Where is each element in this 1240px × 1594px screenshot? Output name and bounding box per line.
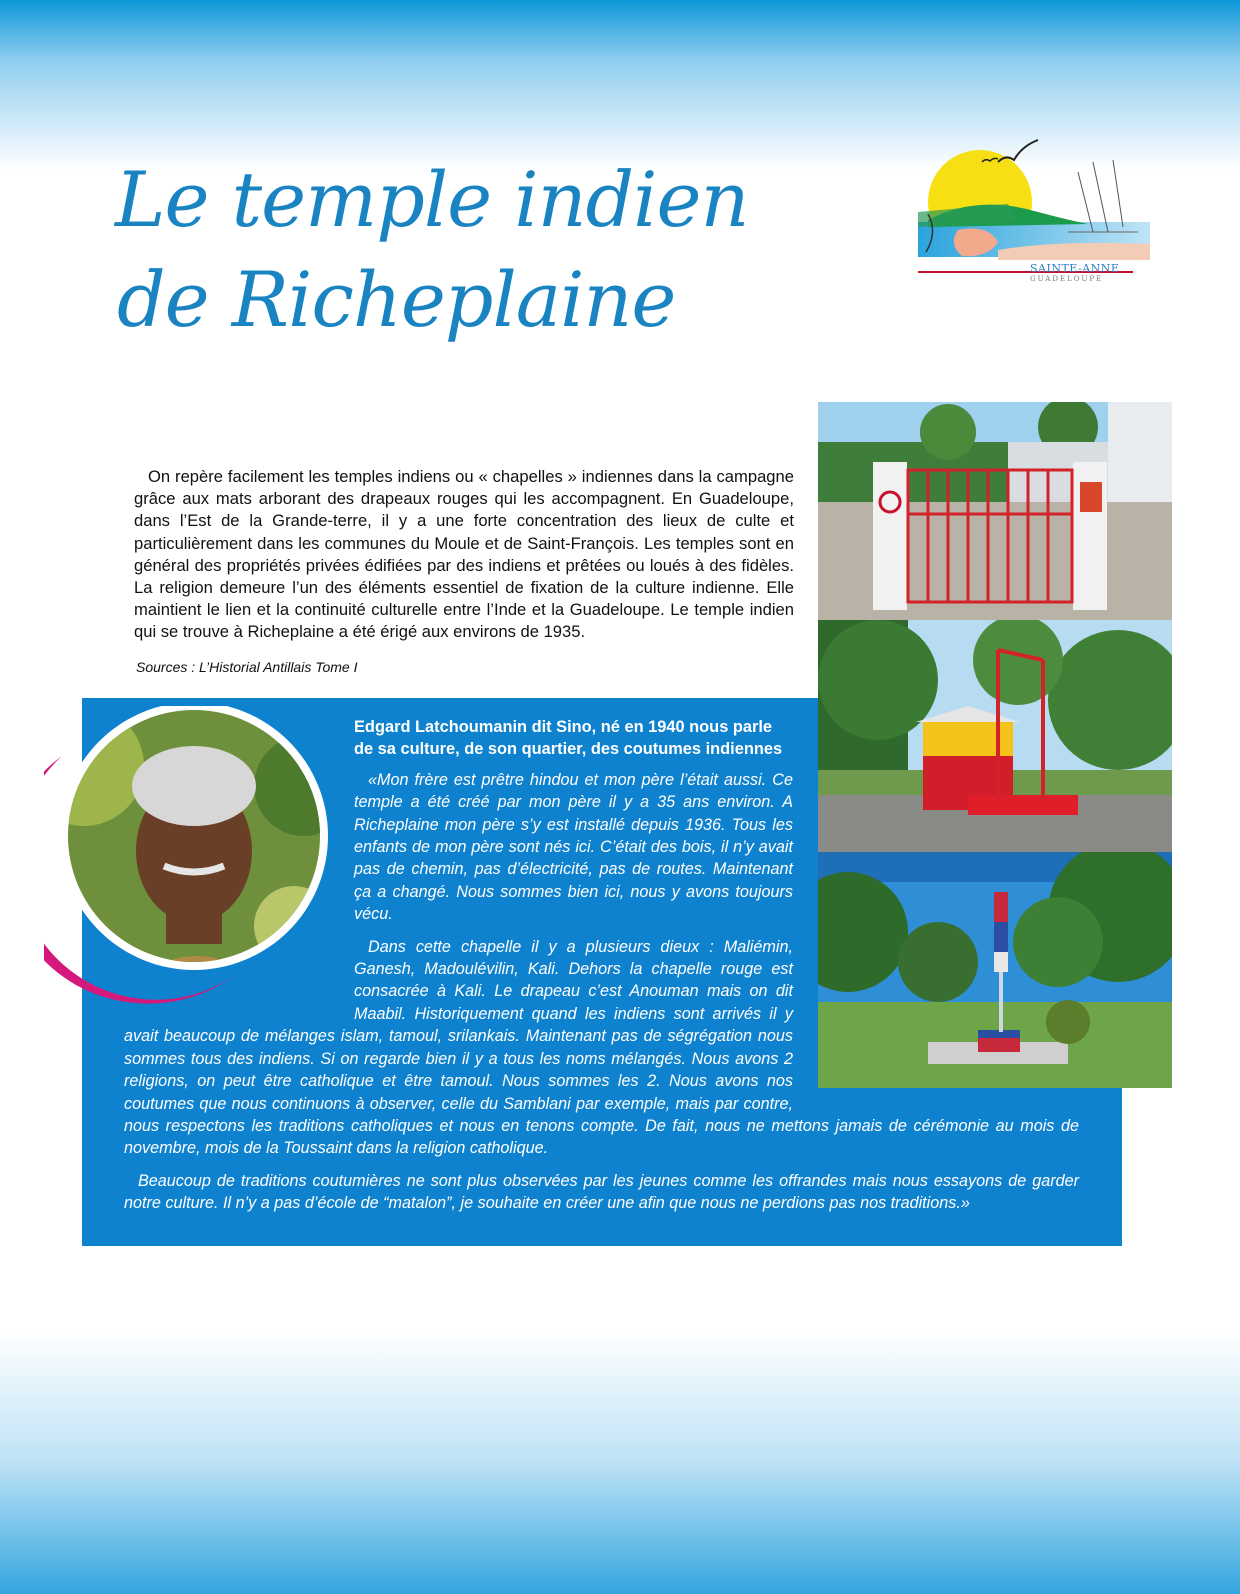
intro-paragraph: On repère facilement les temples indiens ou « chapelles » indiennes dans la campagne grâce aux mats arborant des drapeaux rouges qui les accompagnent. En Guadeloupe, dans l’Est de la Grande-terre, il y a une forte concentration des lieux de culte et particulièrement dans les communes du Moule et de Saint-François. Les temples sont en général des propriétés privées édifiées par des indiens et prêtées ou loués à des fidèles. La religion demeure l’un des éléments essentiel de fixation de la culture indienne. Elle maintient le lien et la continuité culturelle entre l’Inde et la Guadeloupe. Le temple indien qui se trouve à Richeplaine a été érigé aux environs de 1935. [134, 467, 794, 642]
photo-spacer [793, 716, 1079, 1103]
page-title-line-1: Le temple indien [115, 155, 749, 244]
intro-text [134, 466, 794, 644]
page-title [115, 150, 749, 350]
temple-gate-photo [818, 402, 1172, 620]
logo-sub: GUADELOUPE [1030, 275, 1104, 283]
interview-paragraph-1: «Mon frère est prêtre hindou et mon père l’était aussi. Ce temple a été créé par mon père il y a 35 ans environ. A Richeplaine mon père s’y est installé depuis 1936. Tous les enfants de mon père sont nés ici. C’était des bois, il n’y avait pas de chemin, pas d’électricité, pas de routes. Maintenant ça a changé. Nous sommes bien ici, nous y avons toujours vécu. [354, 770, 793, 924]
logo-label [1030, 262, 1150, 283]
sources-note: Sources : L’Historial Antillais Tome I [136, 659, 358, 675]
page-title-line-2: de Richeplaine [117, 255, 676, 344]
portrait-spacer [124, 716, 354, 1003]
interview-paragraph-2: Dans cette chapelle il y a plusieurs dieux : Maliémin, Ganesh, Madoulévilin, Kali. Dehors la chapelle rouge est consacrée à Kali. Le drapeau c’est Anouman mais on dit Maabil. Historiquement quand les indiens sont arrivés il y avait beaucoup de mélanges islam, tamoul, srilankais. Maintenant pas de ségrégation nous sommes tous des indiens. Si on regarde bien il y a tous les noms mélangés. Nous avons 2 religions, on peut être catholique et être tamoul. Nous sommes les 2. Nous avons nos coutumes que nous continuons à observer, celle du Samblani par exemple, mais par contre, nous respectons les traditions catholiques et nous en tenons compte. De fait, nous ne mettons jamais de cérémonie au mois de novembre, mois de la Toussaint dans la religion catholique. [124, 937, 1079, 1158]
interview-text [124, 716, 1079, 1225]
interview-heading: Edgard Latchoumanin dit Sino, né en 1940 nous parle de sa culture, de son quartier, des coutumes indiennes [354, 718, 783, 759]
logo-name: SAINTE-ANNE [1030, 262, 1120, 275]
interview-paragraph-3: Beaucoup de traditions coutumières ne sont plus observées par les jeunes comme les offrandes mais nous essayons de garder notre culture. Il n’y a pas d’école de “matalon”, je souhaite en créer une afin que nous ne perdions pas nos traditions.» [124, 1171, 1079, 1213]
